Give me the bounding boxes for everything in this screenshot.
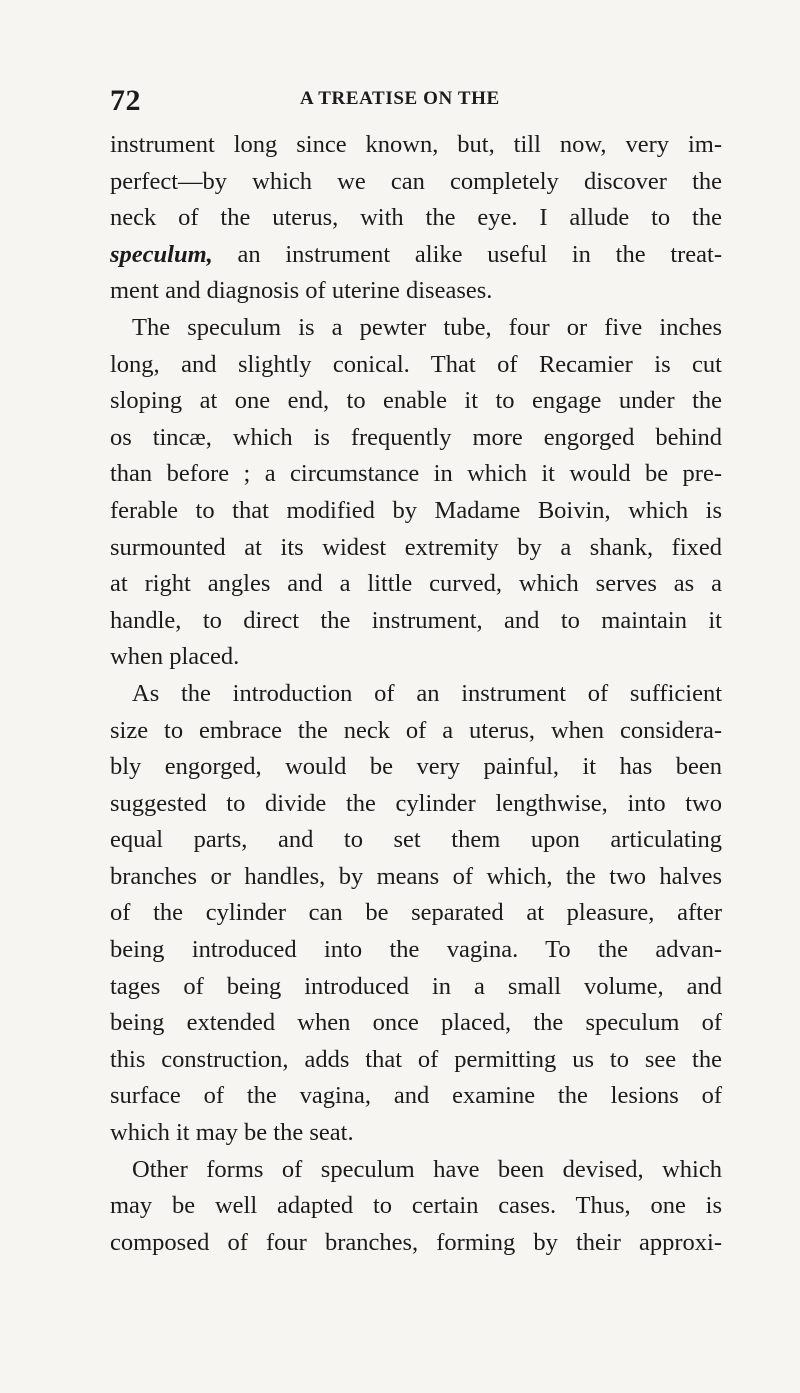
page-header xyxy=(100,80,722,120)
paragraph-start: Other forms of speculum have been devised, which xyxy=(132,1155,722,1183)
text-line: sloping at one end, to enable it to engage under the xyxy=(110,387,722,415)
page-number: 72 xyxy=(110,84,141,117)
text-line: os tincæ, which is frequently more engorged behind xyxy=(110,423,722,451)
paragraph-start: The speculum is a pewter tube, four or five inches xyxy=(132,313,722,341)
body-text xyxy=(110,127,722,1261)
text-line: suggested to divide the cylinder lengthwise, into two xyxy=(110,789,722,817)
text-line: composed of four branches, forming by their approxi- xyxy=(110,1228,722,1256)
text-line-rest: an instrument alike useful in the treat- xyxy=(212,240,722,268)
text-line-speculum xyxy=(110,237,722,274)
text-line: may be well adapted to certain cases. Thus, one is xyxy=(110,1192,722,1220)
text-line: equal parts, and to set them upon articulating xyxy=(110,826,722,854)
text-line: instrument long since known, but, till now, very im- xyxy=(110,131,722,158)
running-head: A TREATISE ON THE xyxy=(300,88,500,109)
text-line: handle, to direct the instrument, and to maintain it xyxy=(110,606,722,634)
text-line: neck of the uterus, with the eye. I allude to the xyxy=(110,204,722,232)
text-line: branches or handles, by means of which, the two halves xyxy=(110,862,722,890)
text-line: size to embrace the neck of a uterus, when considera- xyxy=(110,716,722,744)
text-line: which it may be the seat. xyxy=(110,1119,354,1147)
text-line: tages of being introduced in a small volume, and xyxy=(110,972,722,1000)
speculum-term: speculum, xyxy=(110,240,213,268)
paragraph-start: As the introduction of an instrument of sufficient xyxy=(132,679,722,707)
text-line: being extended when once placed, the speculum of xyxy=(110,1009,722,1037)
text-line: ment and diagnosis of uterine diseases. xyxy=(110,277,493,305)
text-line: this construction, adds that of permitting us to see the xyxy=(110,1045,722,1073)
text-line: being introduced into the vagina. To the advan- xyxy=(110,936,722,964)
text-line: ferable to that modified by Madame Boivin, which is xyxy=(110,496,722,524)
text-line: of the cylinder can be separated at pleasure, after xyxy=(110,899,722,927)
text-line: long, and slightly conical. That of Recamier is cut xyxy=(110,350,722,378)
text-line: surface of the vagina, and examine the lesions of xyxy=(110,1082,722,1110)
text-line: at right angles and a little curved, which serves as a xyxy=(110,570,722,598)
text-line: when placed. xyxy=(110,643,240,671)
text-line: than before ; a circumstance in which it would be pre- xyxy=(110,460,722,488)
text-line: surmounted at its widest extremity by a shank, fixed xyxy=(110,533,722,561)
text-line: bly engorged, would be very painful, it has been xyxy=(110,753,722,781)
text-line: perfect—by which we can completely discover the xyxy=(110,167,722,195)
